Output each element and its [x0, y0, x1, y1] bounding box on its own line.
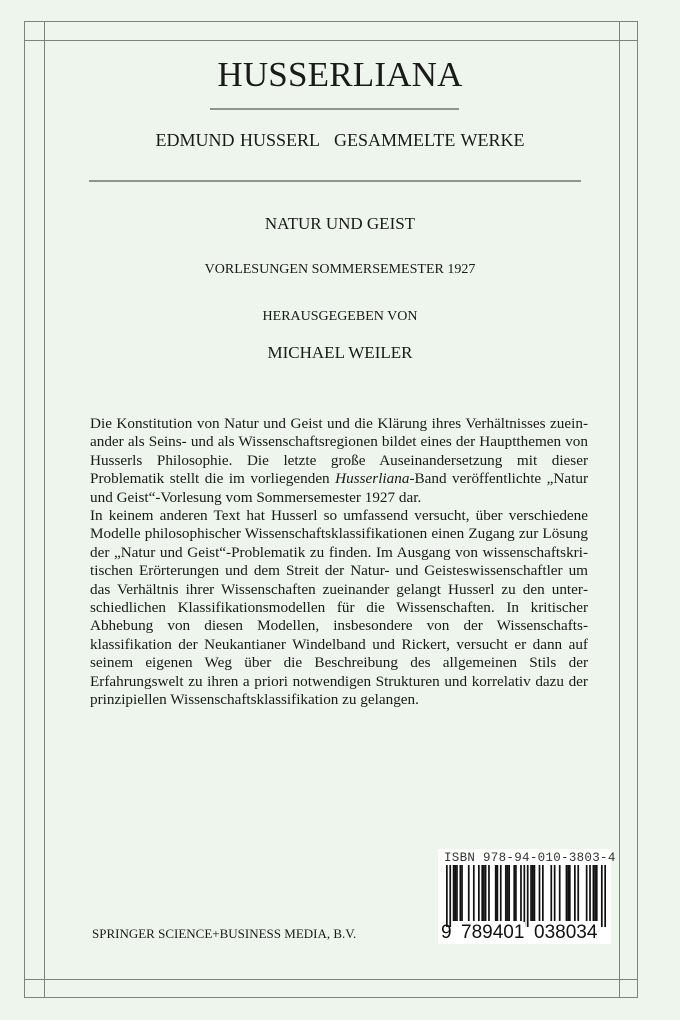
frame-line-left-inner	[44, 21, 45, 998]
barcode-bars-icon	[446, 865, 606, 927]
series-collection: GESAMMELTE WERKE	[334, 130, 525, 150]
blurb-paragraph-1: Die Konstitution von Natur und Geist und die Klärung ihres Verhältnisses zueinander als Seins- und als Wissenschaftsregionen bildet eines der Hauptthemen von Husserls Philosophie. Die letzte große Auseinandersetzung mit dieser Problematik stellt die im vorliegenden Husserliana-Band veröffentlichte „Natur und Geist“-Vorlesung vom Sommersemester 1927 dar.	[90, 415, 588, 506]
barcode-digits-left: 789401	[461, 922, 525, 943]
isbn-barcode	[438, 849, 616, 944]
header-rule	[89, 180, 581, 182]
frame-line-left-outer	[24, 21, 25, 998]
barcode-digit-first: 9	[441, 922, 452, 943]
frame-line-top-inner	[24, 40, 638, 41]
editor-name: MICHAEL WEILER	[267, 343, 413, 362]
title-rule	[210, 108, 459, 110]
series-author: EDMUND HUSSERL	[155, 130, 320, 150]
book-title: NATUR UND GEIST	[264, 214, 416, 233]
series-name-italic: Husserliana	[335, 470, 410, 488]
book-subtitle: VORLESUNGEN SOMMERSEMESTER 1927	[204, 262, 476, 277]
series-title: HUSSERLIANA	[217, 55, 463, 94]
blurb-paragraph-2: In keinem anderen Text hat Husserl so umfassend versucht, über verschiedene Modelle philosophischer Wissenschaftsklassifikationen einen Zugang zur Lösung der „Natur und Geist“-Problematik zu finden. Im Ausgang von wissenschaftskritischen Erörterungen und dem Streit der Natur- und Geisteswissenschaftler um das Verhältnis ihrer Wissenschaften zueinander gelangt Husserl zu den unterschiedlichen Klassifikationsmodellen für die Wissenschaften. In kritischer Abhebung von diesen Modellen, insbesondere von der Wissenschaftsklassifikation der Neukantianer Windelband und Rickert, versucht er dann auf seinem eigenen Weg über die Beschreibung des allgemeinen Stils der Erfahrungswelt zu ihren a priori notwendigen Strukturen und korrelativ dazu der prinzipiellen Wissenschaftsklassifikation zu gelangen.	[90, 507, 588, 709]
series-subtitle	[0, 130, 680, 151]
edited-by-label: HERAUSGEGEBEN VON	[262, 309, 418, 324]
frame-line-bottom-inner	[24, 979, 638, 980]
frame-line-right-inner	[619, 21, 620, 998]
isbn-label: ISBN 978-94-010-3803-4	[444, 851, 616, 865]
blurb	[90, 415, 588, 710]
frame-line-top-outer	[24, 21, 638, 22]
barcode-digits-right: 038034	[534, 922, 598, 943]
publisher-name: SPRINGER SCIENCE+BUSINESS MEDIA, B.V.	[92, 926, 357, 941]
frame-line-bottom-outer	[24, 997, 638, 998]
frame-line-right-outer	[637, 21, 638, 998]
